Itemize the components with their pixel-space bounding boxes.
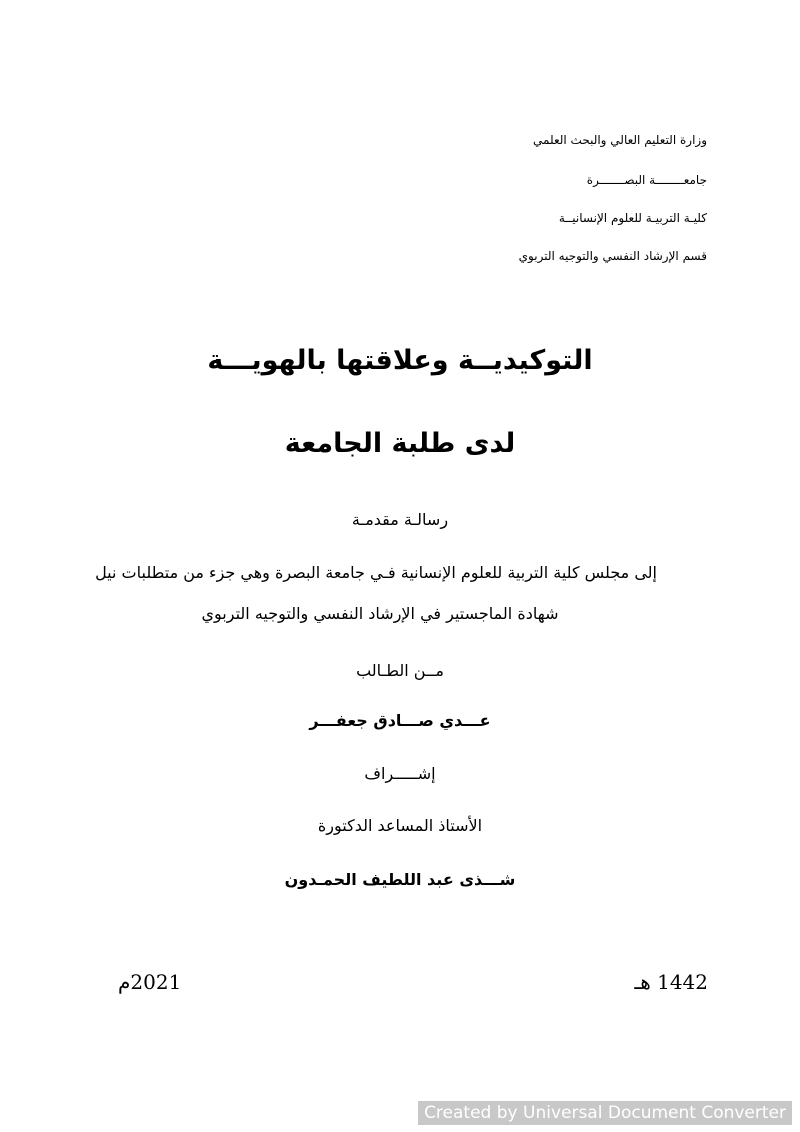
hijri-year: 1442 هـ (634, 970, 708, 994)
student-name: عـــدي صـــادق جعفـــر (309, 711, 491, 730)
department-name: قسم الإرشاد النفسي والتوجيه التربوي (518, 249, 707, 263)
gregorian-year: 2021م (118, 970, 182, 994)
university-name: جامعــــــــة البصـــــــرة (586, 173, 707, 187)
ministry-name: وزارة التعليم العالي والبحث العلمي (533, 133, 707, 147)
supervisor-title: الأستاذ المساعد الدكتورة (317, 816, 483, 835)
submission-line-1: إلى مجلس كلية التربية للعلوم الإنسانية فـي جامعة البصرة وهي جزء من متطلبات نيل (95, 563, 657, 582)
converter-watermark: Created by Universal Document Converter (418, 1101, 792, 1125)
thesis-subtitle: لدى طلبة الجامعة (284, 428, 516, 459)
by-student-label: مــن الطـالب (356, 661, 444, 680)
thesis-intro: رسالـة مقدمـة (351, 510, 449, 529)
thesis-title: التوكيديــة وعلاقتها بالهويـــة (207, 345, 593, 376)
college-name: كليـة التربيـة للعلوم الإنسانيــة (558, 211, 707, 225)
supervision-label: إشـــــراف (364, 764, 436, 783)
supervisor-name: شـــذى عبد اللطيف الحمـدون (284, 870, 516, 889)
submission-line-2: شهادة الماجستير في الإرشاد النفسي والتوجيه التربوي (201, 604, 559, 623)
